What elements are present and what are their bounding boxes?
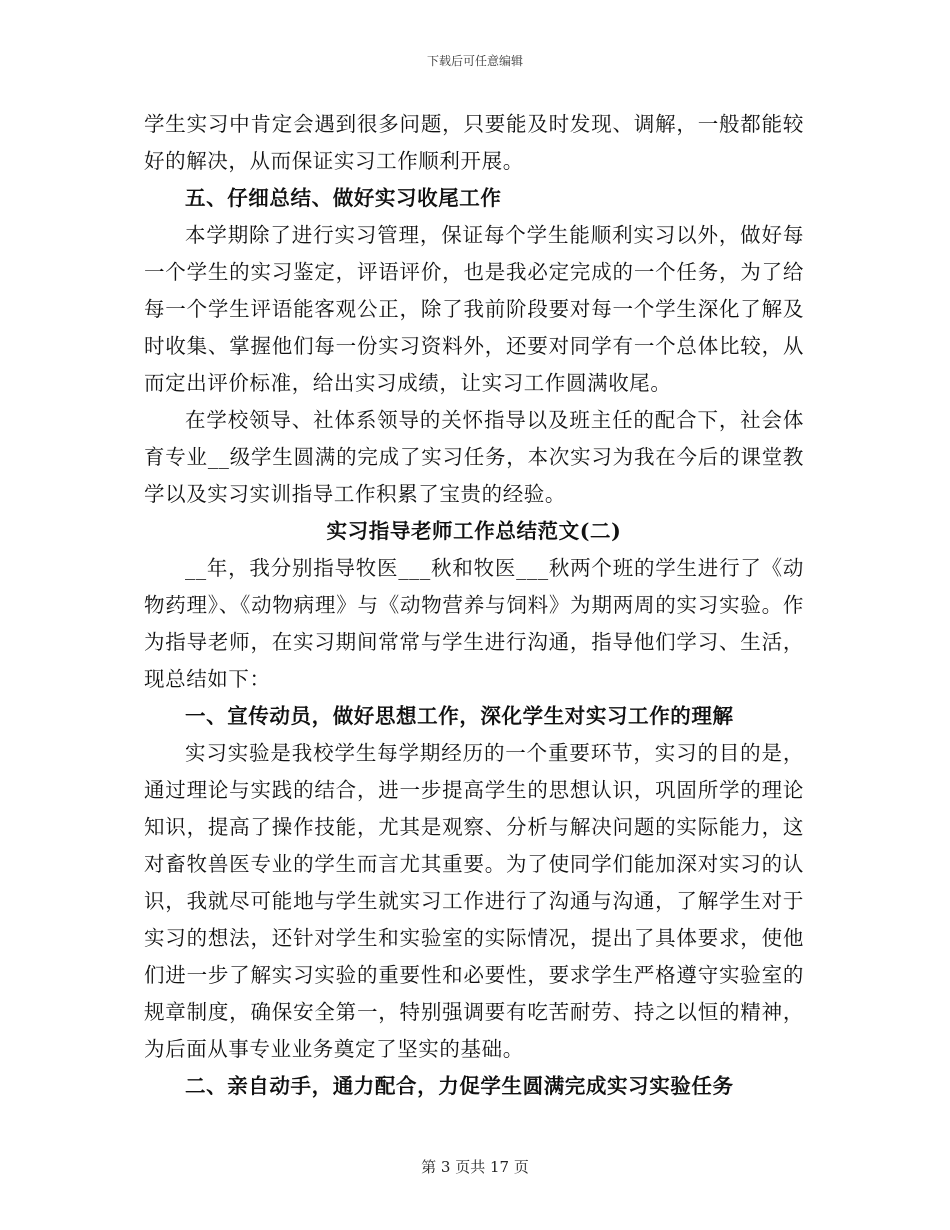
document-body (144, 106, 804, 1105)
paragraph-summary: 本学期除了进行实习管理，保证每个学生能顺利实习以外，做好每一个学生的实习鉴定，评语评价，也是我必定完成的一个任务，为了给每一个学生评语能客观公正，除了我前阶段要对每一个学生深化了解及时收集、掌握他们每一份实习资料外，还要对同学有一个总体比较，从而定出评价标准，给出实习成绩，让实习工作圆满收尾。 (144, 223, 804, 395)
section-heading-2: 二、亲自动手，通力配合，力促学生圆满完成实习实验任务 (185, 1074, 734, 1098)
paragraph-continued: 学生实习中肯定会遇到很多问题，只要能及时发现、调解，一般都能较好的解决，从而保证实习工作顺利开展。 (144, 112, 804, 173)
paragraph-section-1: 实习实验是我校学生每学期经历的一个重要环节，实习的目的是，通过理论与实践的结合，进一步提高学生的思想认识，巩固所学的理论知识，提高了操作技能，尤其是观察、分析与解决问题的实际能力，这对畜牧兽医专业的学生而言尤其重要。为了使同学们能加深对实习的认识，我就尽可能地与学生就实习工作进行了沟通与沟通，了解学生对于实习的想法，还针对学生和实验室的实际情况，提出了具体要求，使他们进一步了解实习实验的重要性和必要性，要求学生严格遵守实验室的规章制度，确保安全第一，特别强调要有吃苦耐劳、持之以恒的精神，为后面从事专业业务奠定了坚实的基础。 (144, 741, 804, 1061)
section-heading-1: 一、宣传动员，做好思想工作，深化学生对实习工作的理解 (185, 704, 734, 728)
page-header: 下载后可任意编辑 (426, 54, 523, 68)
article-title: 实习指导老师工作总结范文(二) (326, 519, 622, 543)
section-heading-5: 五、仔细总结、做好实习收尾工作 (185, 186, 502, 210)
page-number: 第 3 页共 17 页 (421, 1158, 529, 1176)
paragraph-intro: __年，我分别指导牧医___秋和牧医___秋两个班的学生进行了《动物药理》、《动物病理》与《动物营养与饲料》为期两周的实习实验。作为指导老师，在实习期间常常与学生进行沟通，指导他们学习、生活，现总结如下： (144, 556, 804, 691)
paragraph-conclusion: 在学校领导、社体系领导的关怀指导以及班主任的配合下，社会体育专业__级学生圆满的完成了实习任务，本次实习为我在今后的课堂教学以及实习实训指导工作积累了宝贵的经验。 (144, 408, 804, 506)
